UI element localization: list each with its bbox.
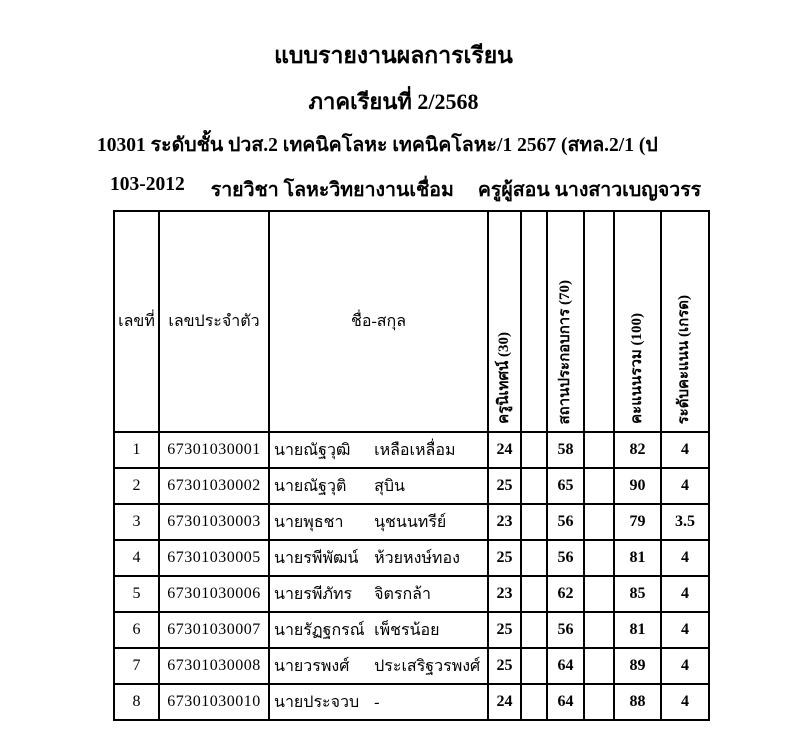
cell-workplace-score: 64 [547, 684, 584, 720]
cell-extra-1 [521, 684, 547, 720]
header-total-score-label: คะแนนรวม (100) [628, 313, 645, 424]
cell-no: 1 [114, 432, 159, 468]
cell-grade: 3.5 [661, 504, 709, 540]
cell-extra-2 [584, 504, 614, 540]
cell-student-id: 67301030002 [159, 468, 269, 504]
cell-extra-2 [584, 540, 614, 576]
cell-supervisor-score: 24 [488, 432, 521, 468]
header-supervisor-score [488, 211, 521, 432]
cell-no: 3 [114, 504, 159, 540]
cell-extra-2 [584, 576, 614, 612]
header-total-score [614, 211, 661, 432]
header-grade [661, 211, 709, 432]
cell-supervisor-score: 25 [488, 540, 521, 576]
last-name: ประเสริฐวรพงศ์ [374, 657, 481, 675]
header-workplace-score-label: สถานประกอบการ (70) [556, 279, 573, 424]
last-name: สุบิน [374, 477, 405, 495]
table-row [114, 684, 709, 720]
cell-workplace-score: 56 [547, 612, 584, 648]
course-name: รายวิชา โลหะวิทยางานเชื่อม [210, 180, 454, 201]
header-student-id: เลขประจำตัว [159, 211, 269, 432]
last-name: เหลือเหลื่อม [374, 441, 456, 459]
first-name: นายรพีภัทร [274, 585, 353, 603]
table-row [114, 540, 709, 576]
course-code: 103-2012 [110, 174, 185, 195]
first-name: นายณัฐวุฒิ [274, 441, 351, 459]
cell-grade: 4 [661, 540, 709, 576]
cell-extra-2 [584, 432, 614, 468]
cell-supervisor-score: 24 [488, 684, 521, 720]
cell-student-id: 67301030010 [159, 684, 269, 720]
table-row [114, 468, 709, 504]
cell-no: 8 [114, 684, 159, 720]
last-name: ห้วยหงษ์ทอง [374, 549, 460, 567]
table-row [114, 504, 709, 540]
cell-student-id: 67301030001 [159, 432, 269, 468]
cell-extra-1 [521, 504, 547, 540]
header-spacer-1 [521, 211, 547, 432]
cell-extra-1 [521, 540, 547, 576]
cell-workplace-score: 64 [547, 648, 584, 684]
cell-extra-2 [584, 684, 614, 720]
table-row [114, 576, 709, 612]
last-name: จิตรกล้า [374, 585, 431, 603]
cell-total-score: 81 [614, 540, 661, 576]
table-row [114, 612, 709, 648]
cell-extra-1 [521, 432, 547, 468]
cell-no: 5 [114, 576, 159, 612]
cell-total-score: 88 [614, 684, 661, 720]
header-grade-label: ระดับคะแนน (เกรด) [676, 294, 693, 424]
first-name: นายพุธชา [274, 513, 344, 531]
cell-grade: 4 [661, 576, 709, 612]
cell-supervisor-score: 25 [488, 648, 521, 684]
cell-extra-1 [521, 576, 547, 612]
cell-name [269, 576, 488, 612]
cell-total-score: 79 [614, 504, 661, 540]
cell-workplace-score: 58 [547, 432, 584, 468]
cell-grade: 4 [661, 648, 709, 684]
header-name: ชื่อ-สกุล [269, 211, 488, 432]
cell-student-id: 67301030006 [159, 576, 269, 612]
header-workplace-score [547, 211, 584, 432]
cell-workplace-score: 62 [547, 576, 584, 612]
cell-total-score: 89 [614, 648, 661, 684]
cell-workplace-score: 56 [547, 540, 584, 576]
first-name: นายประจวบ [274, 693, 360, 711]
first-name: นายณัฐวุติ [274, 477, 347, 495]
cell-name [269, 468, 488, 504]
cell-grade: 4 [661, 432, 709, 468]
teacher-name: ครูผู้สอน นางสาวเบญจวรร [477, 180, 702, 201]
cell-grade: 4 [661, 612, 709, 648]
class-info-line: 10301 ระดับชั้น ปวส.2 เทคนิคโลหะ เทคนิคโลหะ/1 2567 (สทล.2/1 (ป [97, 135, 658, 156]
cell-name [269, 504, 488, 540]
semester-subtitle: ภาคเรียนที่ 2/2568 [308, 89, 479, 114]
cell-name [269, 612, 488, 648]
grade-table [113, 210, 710, 721]
page-title: แบบรายงานผลการเรียน [274, 43, 513, 68]
cell-student-id: 67301030003 [159, 504, 269, 540]
cell-no: 6 [114, 612, 159, 648]
cell-workplace-score: 65 [547, 468, 584, 504]
cell-name [269, 648, 488, 684]
cell-grade: 4 [661, 468, 709, 504]
cell-student-id: 67301030007 [159, 612, 269, 648]
cell-student-id: 67301030008 [159, 648, 269, 684]
header-no: เลขที่ [114, 211, 159, 432]
cell-grade: 4 [661, 684, 709, 720]
course-info-line [110, 174, 701, 205]
cell-total-score: 82 [614, 432, 661, 468]
table-row [114, 648, 709, 684]
last-name: - [374, 693, 380, 711]
first-name: นายวรพงศ์ [274, 657, 350, 675]
cell-student-id: 67301030005 [159, 540, 269, 576]
first-name: นายรพีพัฒน์ [274, 549, 359, 567]
cell-extra-1 [521, 648, 547, 684]
cell-supervisor-score: 23 [488, 504, 521, 540]
cell-extra-2 [584, 612, 614, 648]
cell-supervisor-score: 23 [488, 576, 521, 612]
cell-workplace-score: 56 [547, 504, 584, 540]
cell-name [269, 684, 488, 720]
table-row [114, 432, 709, 468]
header-supervisor-score-label: ครูนิเทศน์ (30) [495, 332, 512, 424]
cell-name [269, 540, 488, 576]
cell-no: 2 [114, 468, 159, 504]
cell-extra-2 [584, 468, 614, 504]
cell-extra-1 [521, 612, 547, 648]
cell-supervisor-score: 25 [488, 612, 521, 648]
cell-total-score: 85 [614, 576, 661, 612]
cell-extra-1 [521, 468, 547, 504]
cell-no: 4 [114, 540, 159, 576]
header-spacer-2 [584, 211, 614, 432]
cell-name [269, 432, 488, 468]
cell-total-score: 90 [614, 468, 661, 504]
table-header-row [114, 211, 709, 432]
cell-total-score: 81 [614, 612, 661, 648]
cell-no: 7 [114, 648, 159, 684]
cell-extra-2 [584, 648, 614, 684]
first-name: นายรัฏฐกรณ์ [274, 621, 365, 639]
last-name: นุชนนทรีย์ [374, 513, 447, 531]
cell-supervisor-score: 25 [488, 468, 521, 504]
last-name: เพ็ชรน้อย [374, 621, 440, 639]
